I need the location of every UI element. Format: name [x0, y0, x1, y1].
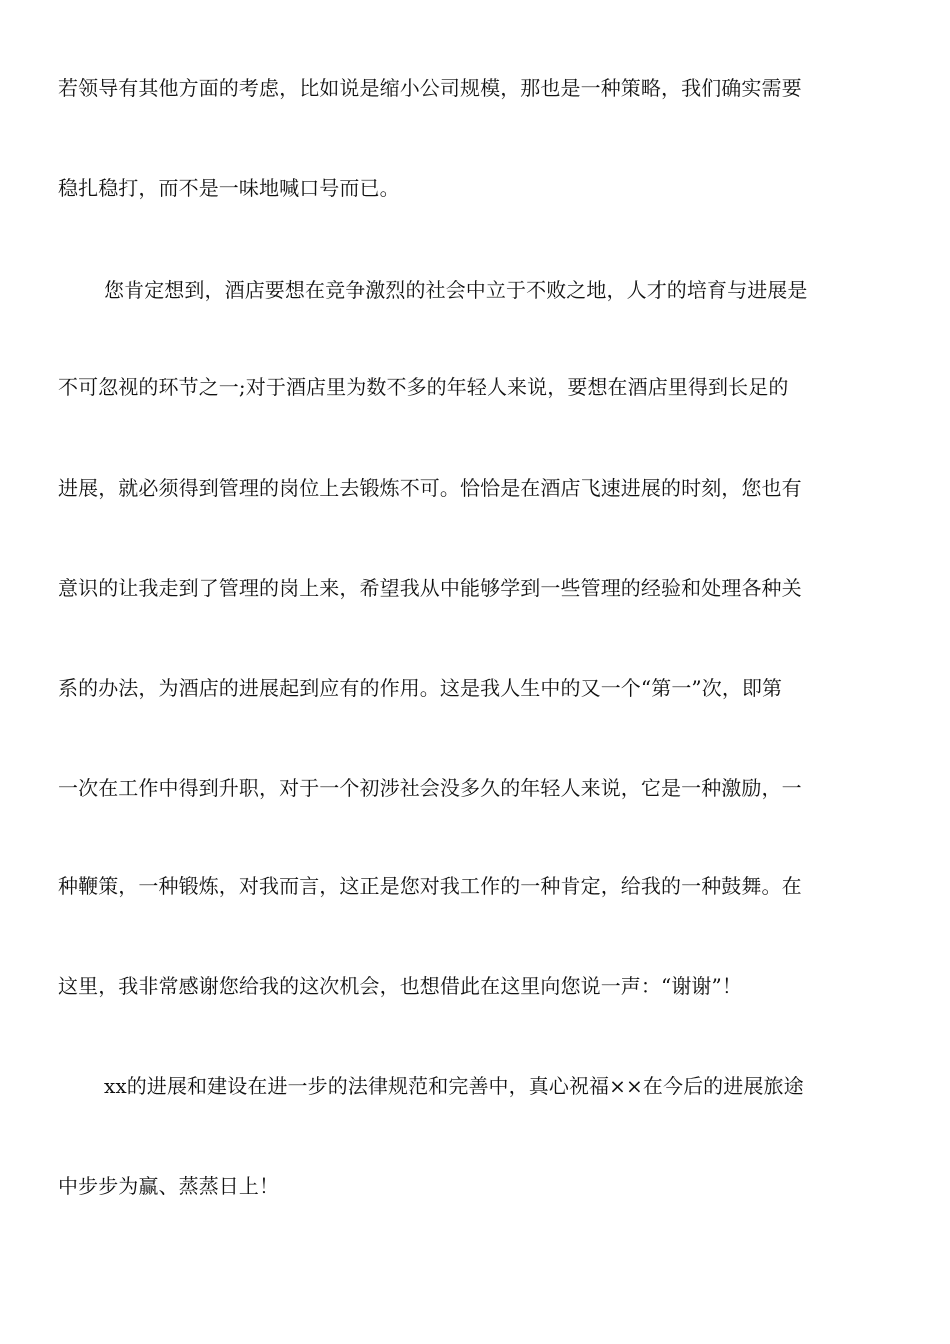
text-line-2: 稳扎稳打，而不是一味地喊口号而已。 [58, 176, 400, 200]
text-line-7: 系的办法，为酒店的进展起到应有的作用。这是我人生中的又一个“第一”次，即第 [58, 676, 783, 700]
text-line-11: xx的进展和建设在进一步的法律规范和完善中，真心祝福××在今后的进展旅途 [104, 1074, 804, 1098]
text-line-9: 种鞭策，一种锻炼，对我而言，这正是您对我工作的一种肯定，给我的一种鼓舞。在 [58, 874, 802, 898]
text-line-5: 进展，就必须得到管理的岗位上去锻炼不可。恰恰是在酒店飞速进展的时刻，您也有 [58, 476, 802, 500]
text-line-6: 意识的让我走到了管理的岗上来，希望我从中能够学到一些管理的经验和处理各种关 [58, 576, 802, 600]
text-line-4: 不可忽视的环节之一;对于酒店里为数不多的年轻人来说，要想在酒店里得到长足的 [58, 375, 789, 399]
text-line-3: 您肯定想到，酒店要想在竞争激烈的社会中立于不败之地，人才的培育与进展是 [104, 278, 808, 302]
text-line-12: 中步步为赢、蒸蒸日上！ [58, 1174, 280, 1198]
text-line-1: 若领导有其他方面的考虑，比如说是缩小公司规模，那也是一种策略，我们确实需要 [58, 76, 802, 100]
text-line-8: 一次在工作中得到升职，对于一个初涉社会没多久的年轻人来说，它是一种激励，一 [58, 776, 802, 800]
text-line-10: 这里，我非常感谢您给我的这次机会，也想借此在这里向您说一声：“谢谢”！ [58, 974, 742, 998]
